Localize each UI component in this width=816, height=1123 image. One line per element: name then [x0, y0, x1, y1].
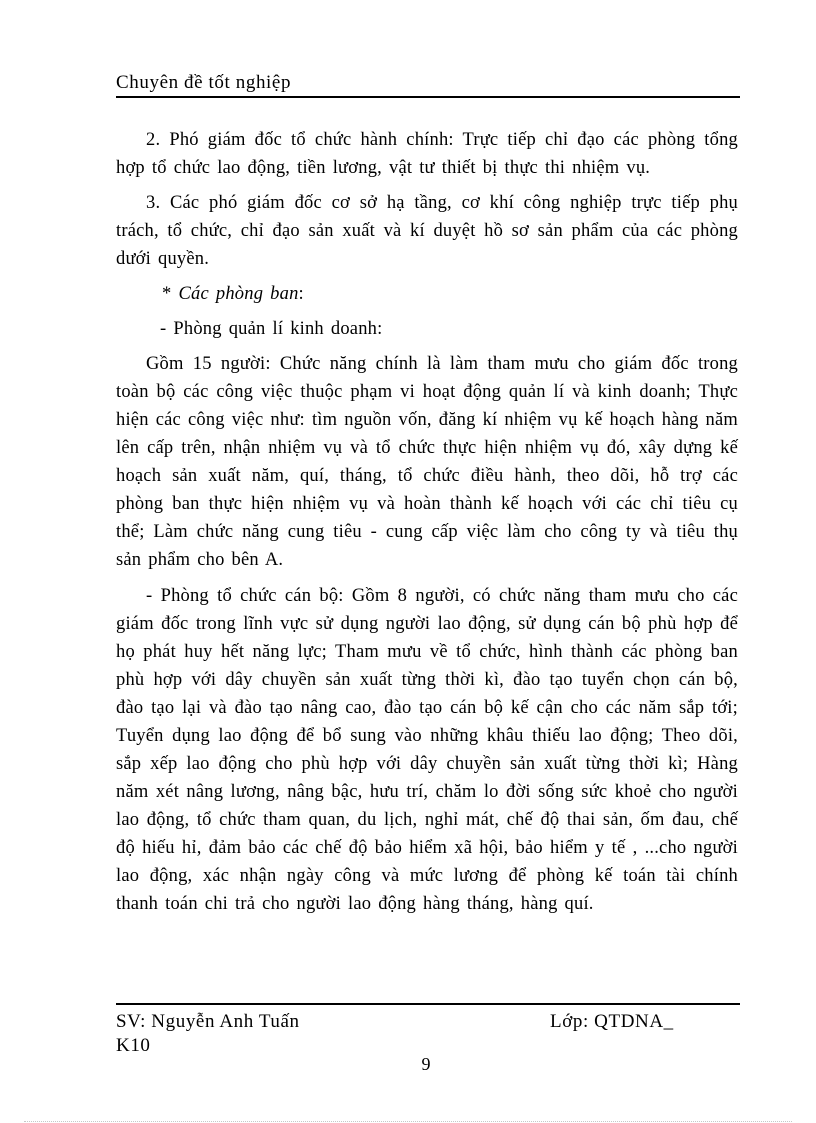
document-body	[116, 126, 738, 918]
paragraph-personnel-dept: - Phòng tổ chức cán bộ: Gồm 8 người, có chức năng tham mưu cho các giám đốc trong lĩnh vực sử dụng người lao động, sử dụng cán bộ phù hợp để họ phát huy hết năng lực; Tham mưu về tổ chức, hình thành các phòng ban phù hợp với dây chuyền sản xuất từng thời kì, đào tạo tuyển chọn cán bộ, đào tạo lại và đào tạo nâng cao, đào tạo cán bộ kế cận cho các năm sắp tới; Tuyển dụng lao động để bổ sung vào những khâu thiếu lao động; Theo dõi, sắp xếp lao động cho phù hợp với dây chuyền sản xuất từng thời kì; Hàng năm xét nâng lương, nâng bậc, hưu trí, chăm lo đời sống sức khoẻ cho người lao động, tổ chức tham quan, du lịch, nghỉ mát, chế độ thai sản, ốm đau, chế độ hiếu hỉ, đảm bảo các chế độ bảo hiểm xã hội, bảo hiểm y tế , ...cho người lao động, xác nhận ngày công và mức lương để phòng kế toán tài chính thanh toán chi trả cho người lao động hàng tháng, hàng quí.	[116, 586, 738, 914]
paragraph-deputy-admin: 2. Phó giám đốc tổ chức hành chính: Trực tiếp chỉ đạo các phòng tổng hợp tổ chức lao động, tiền lương, vật tư thiết bị thực thi nhiệm vụ.	[116, 130, 738, 178]
paragraph-deputy-infrastructure: 3. Các phó giám đốc cơ sở hạ tầng, cơ khí công nghiệp trực tiếp phụ trách, tổ chức, chỉ đạo sản xuất và kí duyệt hồ sơ sản phẩm của các phòng dưới quyền.	[116, 193, 738, 269]
sub-heading-business: - Phòng quản lí kinh doanh:	[160, 319, 383, 339]
page-number: 9	[421, 1054, 431, 1074]
footer-student	[116, 1010, 300, 1058]
section-title: Các phòng ban	[178, 284, 299, 304]
header-title: Chuyên đề tốt nghiệp	[116, 72, 292, 93]
section-marker: *	[162, 284, 179, 304]
page-bottom-dotted-line	[24, 1121, 792, 1122]
header-rule	[116, 96, 740, 98]
footer-rule	[116, 1003, 740, 1005]
section-heading	[116, 280, 738, 308]
section-colon: :	[298, 284, 304, 304]
footer-class: Lớp: QTDNA_	[550, 1011, 674, 1032]
student-cohort: K10	[116, 1035, 151, 1056]
paragraph-business-dept: Gồm 15 người: Chức năng chính là làm tham mưu cho giám đốc trong toàn bộ các công việc thuộc phạm vi hoạt động quản lí và kinh doanh; Thực hiện các công việc như: tìm nguồn vốn, đăng kí nhiệm vụ kế hoạch hàng năm lên cấp trên, nhận nhiệm vụ và tổ chức thực hiện nhiệm vụ đó, xây dựng kế hoạch sản xuất năm, quí, tháng, tổ chức điều hành, theo dõi, hỗ trợ các phòng ban thực hiện nhiệm vụ và hoàn thành kế hoạch với các chỉ tiêu cụ thể; Làm chức năng cung tiêu - cung cấp việc làm cho công ty và tiêu thụ sản phẩm cho bên A.	[116, 354, 738, 570]
student-name: SV: Nguyễn Anh Tuấn	[116, 1011, 300, 1032]
